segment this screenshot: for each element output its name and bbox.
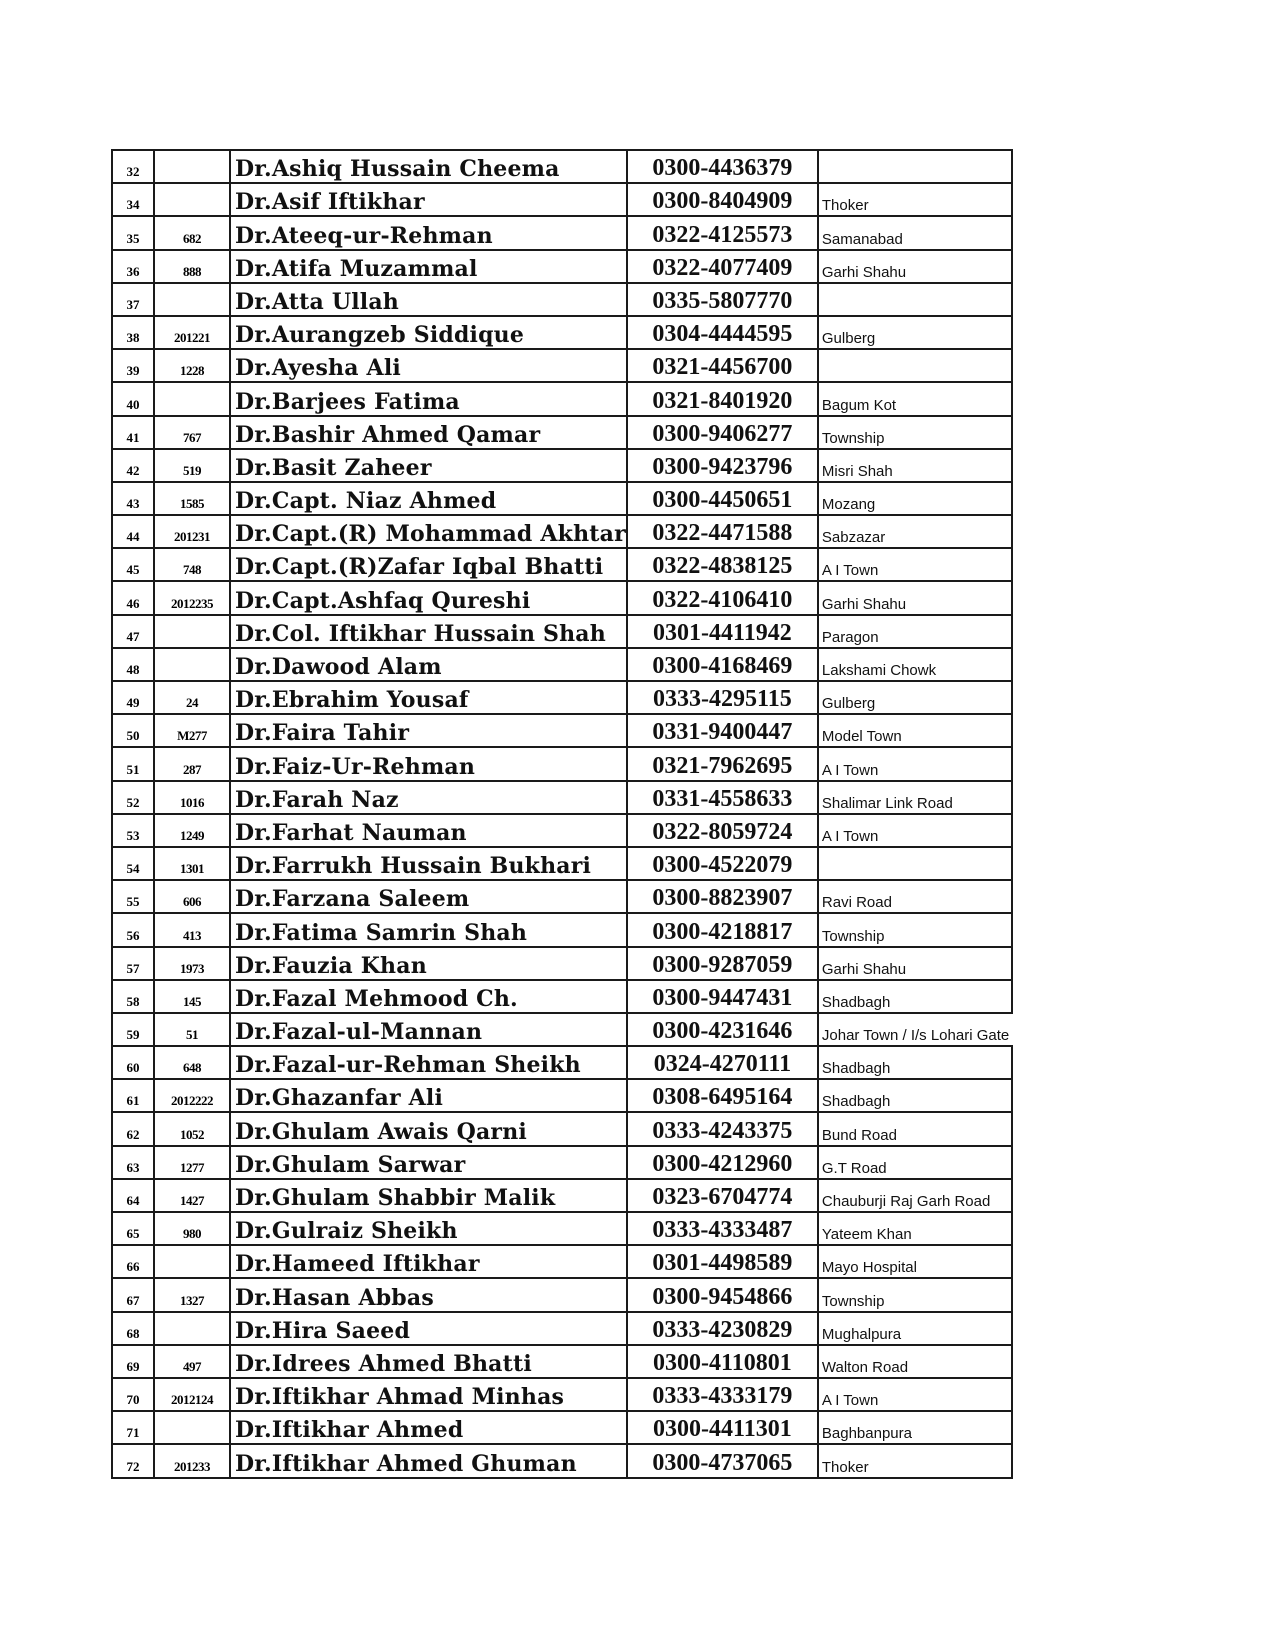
registration-number-cell: M277: [154, 714, 230, 747]
area-cell: [818, 1212, 1012, 1245]
registration-number-cell: [154, 382, 230, 415]
serial-number-cell: 63: [112, 1146, 154, 1179]
area-cell: [818, 1079, 1012, 1112]
registration-number-cell: 413: [154, 913, 230, 946]
phone-number-cell: 0321-7962695: [627, 747, 818, 780]
area-cell: [818, 1112, 1012, 1145]
area-cell: [818, 1179, 1012, 1212]
serial-number-cell: 69: [112, 1345, 154, 1378]
area-cell: [818, 1245, 1012, 1278]
doctor-name-cell: Dr.Asif Iftikhar: [230, 183, 627, 216]
area-cell: [818, 349, 1012, 382]
table-row: [112, 349, 1012, 382]
area-cell: [818, 548, 1012, 581]
serial-number-cell: 51: [112, 747, 154, 780]
area-label: Sabzazar: [821, 529, 886, 547]
area-cell: [818, 714, 1012, 747]
table-row: [112, 1411, 1012, 1444]
serial-number-cell: 59: [112, 1013, 154, 1046]
serial-number-cell: 44: [112, 515, 154, 548]
doctor-name-cell: Dr.Farhat Nauman: [230, 814, 627, 847]
area-label: A I Town: [821, 827, 879, 845]
table-row: [112, 980, 1012, 1013]
serial-number-cell: 61: [112, 1079, 154, 1112]
area-cell: [818, 382, 1012, 415]
serial-number-cell: 47: [112, 615, 154, 648]
serial-number-cell: 62: [112, 1112, 154, 1145]
serial-number-cell: 53: [112, 814, 154, 847]
registration-number-cell: 519: [154, 449, 230, 482]
registration-number-cell: 1052: [154, 1112, 230, 1145]
doctor-name-cell: Dr.Atta Ullah: [230, 283, 627, 316]
doctor-name-cell: Dr.Ayesha Ali: [230, 349, 627, 382]
table-row: [112, 1112, 1012, 1145]
registration-number-cell: 648: [154, 1046, 230, 1079]
area-label: Thoker: [821, 197, 869, 215]
doctor-name-cell: Dr.Faira Tahir: [230, 714, 627, 747]
registration-number-cell: 1277: [154, 1146, 230, 1179]
area-cell: [818, 880, 1012, 913]
registration-number-cell: 1973: [154, 947, 230, 980]
area-cell: [818, 1013, 1012, 1046]
doctor-name-cell: Dr.Ateeq-ur-Rehman: [230, 216, 627, 249]
area-cell: [818, 416, 1012, 449]
area-label: Johar Town / I/s Lohari Gate: [821, 1027, 1010, 1045]
table-row: [112, 283, 1012, 316]
area-label: Ravi Road: [821, 894, 892, 912]
serial-number-cell: 60: [112, 1046, 154, 1079]
registration-number-cell: [154, 648, 230, 681]
area-cell: [818, 747, 1012, 780]
registration-number-cell: 682: [154, 216, 230, 249]
phone-number-cell: 0322-4125573: [627, 216, 818, 249]
phone-number-cell: 0300-4168469: [627, 648, 818, 681]
doctor-name-cell: Dr.Bashir Ahmed Qamar: [230, 416, 627, 449]
area-label: Lakshami Chowk: [821, 662, 937, 679]
area-cell: [818, 216, 1012, 249]
doctor-name-cell: Dr.Capt.(R) Mohammad Akhtar: [230, 515, 627, 548]
area-cell: [818, 681, 1012, 714]
doctor-name-cell: Dr.Ghulam Shabbir Malik: [230, 1179, 627, 1212]
area-label: Model Town: [821, 728, 902, 746]
doctor-name-cell: Dr.Fauzia Khan: [230, 947, 627, 980]
area-cell: [818, 980, 1012, 1013]
table-row: [112, 449, 1012, 482]
table-row: [112, 1179, 1012, 1212]
doctor-name-cell: Dr.Ebrahim Yousaf: [230, 681, 627, 714]
table-body: [112, 150, 1012, 1478]
registration-number-cell: 1327: [154, 1278, 230, 1311]
registration-number-cell: 2012222: [154, 1079, 230, 1112]
area-cell: [818, 1278, 1012, 1311]
registration-number-cell: 51: [154, 1013, 230, 1046]
phone-number-cell: 0301-4498589: [627, 1245, 818, 1278]
doctor-name-cell: Dr.Farrukh Hussain Bukhari: [230, 847, 627, 880]
table-row: [112, 1378, 1012, 1411]
area-label: Gulberg: [821, 330, 876, 348]
phone-number-cell: 0321-8401920: [627, 382, 818, 415]
serial-number-cell: 64: [112, 1179, 154, 1212]
doctor-name-cell: Dr.Hira Saeed: [230, 1312, 627, 1345]
registration-number-cell: 748: [154, 548, 230, 581]
table-row: [112, 847, 1012, 880]
registration-number-cell: [154, 1245, 230, 1278]
phone-number-cell: 0333-4243375: [627, 1112, 818, 1145]
phone-number-cell: 0304-4444595: [627, 316, 818, 349]
doctor-directory-table: [111, 149, 1013, 1479]
phone-number-cell: 0333-4295115: [627, 681, 818, 714]
table-row: [112, 880, 1012, 913]
phone-number-cell: 0322-4077409: [627, 250, 818, 283]
serial-number-cell: 42: [112, 449, 154, 482]
table-row: [112, 781, 1012, 814]
serial-number-cell: 49: [112, 681, 154, 714]
serial-number-cell: 72: [112, 1444, 154, 1477]
area-cell: [818, 947, 1012, 980]
area-cell: [818, 913, 1012, 946]
table-row: [112, 615, 1012, 648]
serial-number-cell: 45: [112, 548, 154, 581]
table-row: [112, 250, 1012, 283]
area-label: A I Town: [821, 1392, 879, 1410]
area-cell: [818, 1378, 1012, 1411]
area-cell: [818, 482, 1012, 515]
area-label: Walton Road: [821, 1358, 909, 1376]
area-label: Garhi Shahu: [821, 263, 907, 281]
phone-number-cell: 0333-4230829: [627, 1312, 818, 1345]
serial-number-cell: 71: [112, 1411, 154, 1444]
area-cell: [818, 648, 1012, 681]
table-row: [112, 681, 1012, 714]
area-label: Baghbanpura: [821, 1425, 912, 1443]
table-row: [112, 548, 1012, 581]
phone-number-cell: 0333-4333487: [627, 1212, 818, 1245]
table-row: [112, 1312, 1012, 1345]
phone-number-cell: 0301-4411942: [627, 615, 818, 648]
doctor-name-cell: Dr.Iftikhar Ahmad Minhas: [230, 1378, 627, 1411]
phone-number-cell: 0323-6704774: [627, 1179, 818, 1212]
doctor-name-cell: Dr.Gulraiz Sheikh: [230, 1212, 627, 1245]
area-label: Thoker: [821, 1458, 869, 1476]
serial-number-cell: 50: [112, 714, 154, 747]
area-label: Chauburji Raj Garh Road: [821, 1193, 991, 1210]
doctor-name-cell: Dr.Ghazanfar Ali: [230, 1079, 627, 1112]
registration-number-cell: 606: [154, 880, 230, 913]
table-row: [112, 1079, 1012, 1112]
phone-number-cell: 0308-6495164: [627, 1079, 818, 1112]
serial-number-cell: 40: [112, 382, 154, 415]
phone-number-cell: 0300-4411301: [627, 1411, 818, 1444]
table-row: [112, 216, 1012, 249]
area-cell: [818, 615, 1012, 648]
registration-number-cell: [154, 615, 230, 648]
registration-number-cell: 497: [154, 1345, 230, 1378]
area-label: Garhi Shahu: [821, 595, 907, 613]
doctor-name-cell: Dr.Ashiq Hussain Cheema: [230, 150, 627, 183]
area-cell: [818, 581, 1012, 614]
phone-number-cell: 0300-9406277: [627, 416, 818, 449]
area-label: Township: [821, 1292, 885, 1310]
table-row: [112, 1444, 1012, 1477]
phone-number-cell: 0324-4270111: [627, 1046, 818, 1079]
phone-number-cell: 0300-8823907: [627, 880, 818, 913]
doctor-name-cell: Dr.Ghulam Awais Qarni: [230, 1112, 627, 1145]
table-row: [112, 1013, 1012, 1046]
doctor-name-cell: Dr.Ghulam Sarwar: [230, 1146, 627, 1179]
registration-number-cell: 145: [154, 980, 230, 1013]
registration-number-cell: 201221: [154, 316, 230, 349]
registration-number-cell: 2012124: [154, 1378, 230, 1411]
table-row: [112, 814, 1012, 847]
table-row: [112, 150, 1012, 183]
doctor-name-cell: Dr.Aurangzeb Siddique: [230, 316, 627, 349]
registration-number-cell: [154, 150, 230, 183]
area-label: Township: [821, 927, 885, 945]
phone-number-cell: 0300-4218817: [627, 913, 818, 946]
serial-number-cell: 52: [112, 781, 154, 814]
serial-number-cell: 35: [112, 216, 154, 249]
serial-number-cell: 34: [112, 183, 154, 216]
area-cell: [818, 781, 1012, 814]
serial-number-cell: 66: [112, 1245, 154, 1278]
doctor-name-cell: Dr.Atifa Muzammal: [230, 250, 627, 283]
phone-number-cell: 0331-9400447: [627, 714, 818, 747]
registration-number-cell: [154, 283, 230, 316]
area-label: A I Town: [821, 562, 879, 580]
doctor-name-cell: Dr.Fazal-ur-Rehman Sheikh: [230, 1046, 627, 1079]
serial-number-cell: 36: [112, 250, 154, 283]
table-row: [112, 316, 1012, 349]
phone-number-cell: 0322-4471588: [627, 515, 818, 548]
area-cell: [818, 1444, 1012, 1477]
serial-number-cell: 58: [112, 980, 154, 1013]
registration-number-cell: 24: [154, 681, 230, 714]
area-cell: [818, 1312, 1012, 1345]
area-cell: [818, 847, 1012, 880]
registration-number-cell: [154, 183, 230, 216]
area-label: A I Town: [821, 761, 879, 779]
doctor-name-cell: Dr.Capt.Ashfaq Qureshi: [230, 581, 627, 614]
serial-number-cell: 41: [112, 416, 154, 449]
registration-number-cell: 201231: [154, 515, 230, 548]
phone-number-cell: 0300-4436379: [627, 150, 818, 183]
area-cell: [818, 316, 1012, 349]
table-row: [112, 913, 1012, 946]
serial-number-cell: 67: [112, 1278, 154, 1311]
serial-number-cell: 70: [112, 1378, 154, 1411]
serial-number-cell: 56: [112, 913, 154, 946]
serial-number-cell: 38: [112, 316, 154, 349]
doctor-name-cell: Dr.Iftikhar Ahmed: [230, 1411, 627, 1444]
doctor-name-cell: Dr.Basit Zaheer: [230, 449, 627, 482]
serial-number-cell: 46: [112, 581, 154, 614]
registration-number-cell: 1301: [154, 847, 230, 880]
doctor-name-cell: Dr.Col. Iftikhar Hussain Shah: [230, 615, 627, 648]
doctor-name-cell: Dr.Iftikhar Ahmed Ghuman: [230, 1444, 627, 1477]
area-cell: [818, 250, 1012, 283]
table-row: [112, 482, 1012, 515]
phone-number-cell: 0300-4110801: [627, 1345, 818, 1378]
area-cell: [818, 814, 1012, 847]
area-label: Misri Shah: [821, 462, 893, 480]
table-row: [112, 1212, 1012, 1245]
doctor-name-cell: Dr.Hasan Abbas: [230, 1278, 627, 1311]
area-cell: [818, 1146, 1012, 1179]
table-row: [112, 581, 1012, 614]
phone-number-cell: 0300-9287059: [627, 947, 818, 980]
serial-number-cell: 48: [112, 648, 154, 681]
phone-number-cell: 0335-5807770: [627, 283, 818, 316]
serial-number-cell: 55: [112, 880, 154, 913]
phone-number-cell: 0300-4212960: [627, 1146, 818, 1179]
doctor-name-cell: Dr.Fazal-ul-Mannan: [230, 1013, 627, 1046]
area-cell: [818, 1345, 1012, 1378]
registration-number-cell: 1249: [154, 814, 230, 847]
registration-number-cell: 1427: [154, 1179, 230, 1212]
registration-number-cell: [154, 1411, 230, 1444]
doctor-name-cell: Dr.Fatima Samrin Shah: [230, 913, 627, 946]
registration-number-cell: 1585: [154, 482, 230, 515]
registration-number-cell: 1016: [154, 781, 230, 814]
area-label: Gulberg: [821, 695, 876, 713]
registration-number-cell: 767: [154, 416, 230, 449]
area-label: Shadbagh: [821, 1060, 891, 1078]
phone-number-cell: 0300-4522079: [627, 847, 818, 880]
area-label: Mayo Hospital: [821, 1259, 917, 1277]
doctor-name-cell: Dr.Faiz-Ur-Rehman: [230, 747, 627, 780]
phone-number-cell: 0331-4558633: [627, 781, 818, 814]
doctor-name-cell: Dr.Dawood Alam: [230, 648, 627, 681]
area-cell: [818, 150, 1012, 183]
phone-number-cell: 0300-4737065: [627, 1444, 818, 1477]
table-row: [112, 648, 1012, 681]
table-row: [112, 1046, 1012, 1079]
serial-number-cell: 68: [112, 1312, 154, 1345]
table-row: [112, 416, 1012, 449]
phone-number-cell: 0300-9423796: [627, 449, 818, 482]
table-row: [112, 714, 1012, 747]
doctor-name-cell: Dr.Capt. Niaz Ahmed: [230, 482, 627, 515]
area-cell: [818, 1411, 1012, 1444]
area-label: Mozang: [821, 496, 876, 514]
registration-number-cell: 888: [154, 250, 230, 283]
area-label: Paragon: [821, 628, 879, 646]
serial-number-cell: 54: [112, 847, 154, 880]
area-label: Shadbagh: [821, 993, 891, 1011]
doctor-name-cell: Dr.Hameed Iftikhar: [230, 1245, 627, 1278]
phone-number-cell: 0322-8059724: [627, 814, 818, 847]
area-cell: [818, 1046, 1012, 1079]
phone-number-cell: 0300-4450651: [627, 482, 818, 515]
phone-number-cell: 0322-4838125: [627, 548, 818, 581]
doctor-name-cell: Dr.Capt.(R)Zafar Iqbal Bhatti: [230, 548, 627, 581]
table-row: [112, 1146, 1012, 1179]
registration-number-cell: [154, 1312, 230, 1345]
area-label: Shalimar Link Road: [821, 794, 953, 812]
phone-number-cell: 0300-9454866: [627, 1278, 818, 1311]
area-cell: [818, 283, 1012, 316]
area-label: Garhi Shahu: [821, 960, 907, 978]
area-label: Bund Road: [821, 1126, 897, 1144]
registration-number-cell: 980: [154, 1212, 230, 1245]
doctor-name-cell: Dr.Barjees Fatima: [230, 382, 627, 415]
phone-number-cell: 0300-9447431: [627, 980, 818, 1013]
phone-number-cell: 0321-4456700: [627, 349, 818, 382]
serial-number-cell: 32: [112, 150, 154, 183]
area-cell: [818, 515, 1012, 548]
phone-number-cell: 0300-8404909: [627, 183, 818, 216]
serial-number-cell: 65: [112, 1212, 154, 1245]
table-row: [112, 183, 1012, 216]
area-label: Bagum Kot: [821, 396, 897, 414]
registration-number-cell: 2012235: [154, 581, 230, 614]
table-row: [112, 947, 1012, 980]
serial-number-cell: 57: [112, 947, 154, 980]
table-row: [112, 1345, 1012, 1378]
area-label: G.T Road: [821, 1159, 887, 1177]
area-cell: [818, 449, 1012, 482]
phone-number-cell: 0322-4106410: [627, 581, 818, 614]
doctor-name-cell: Dr.Fazal Mehmood Ch.: [230, 980, 627, 1013]
area-label: Township: [821, 429, 885, 447]
table-row: [112, 1245, 1012, 1278]
table-row: [112, 382, 1012, 415]
area-label: Shadbagh: [821, 1093, 891, 1111]
doctor-name-cell: Dr.Farah Naz: [230, 781, 627, 814]
doctor-name-cell: Dr.Farzana Saleem: [230, 880, 627, 913]
phone-number-cell: 0300-4231646: [627, 1013, 818, 1046]
table-row: [112, 515, 1012, 548]
area-label: Samanabad: [821, 230, 903, 248]
table-row: [112, 1278, 1012, 1311]
table-row: [112, 747, 1012, 780]
serial-number-cell: 37: [112, 283, 154, 316]
serial-number-cell: 39: [112, 349, 154, 382]
phone-number-cell: 0333-4333179: [627, 1378, 818, 1411]
area-label: Mughalpura: [821, 1325, 902, 1343]
registration-number-cell: 201233: [154, 1444, 230, 1477]
registration-number-cell: 1228: [154, 349, 230, 382]
doctor-name-cell: Dr.Idrees Ahmed Bhatti: [230, 1345, 627, 1378]
registration-number-cell: 287: [154, 747, 230, 780]
area-cell: [818, 183, 1012, 216]
serial-number-cell: 43: [112, 482, 154, 515]
area-label: Yateem Khan: [821, 1226, 912, 1244]
